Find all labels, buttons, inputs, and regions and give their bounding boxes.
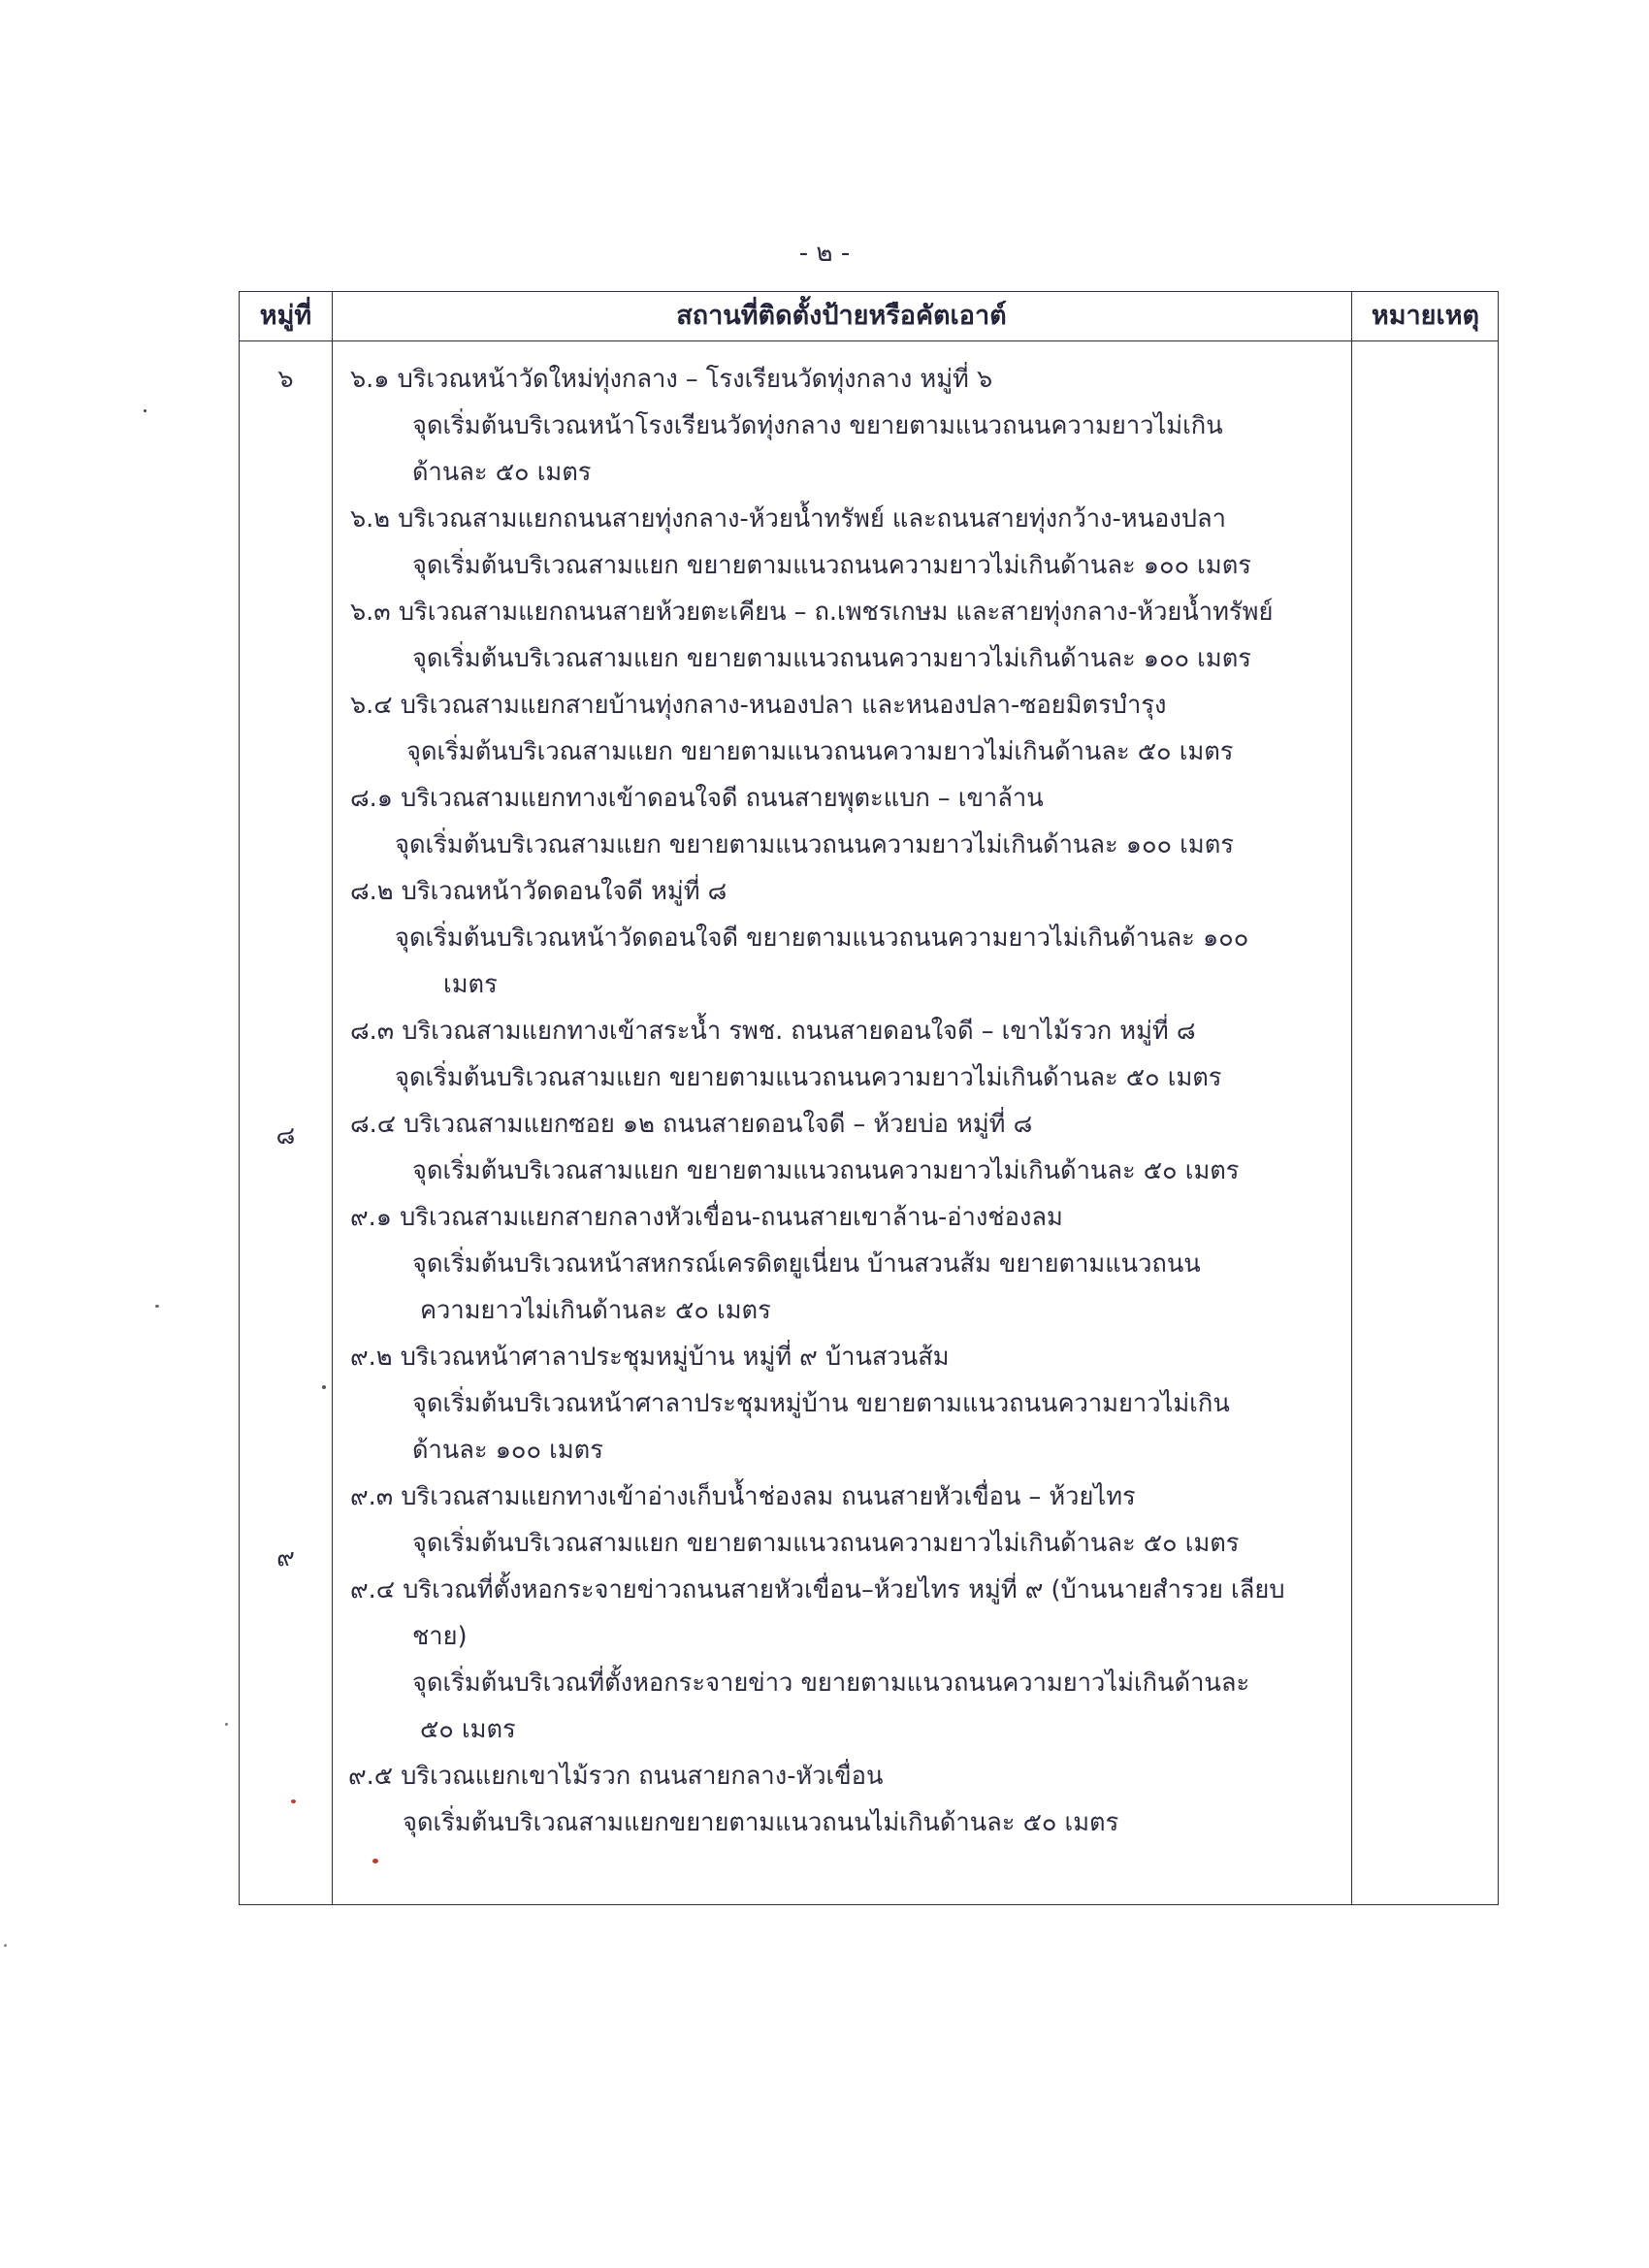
scan-speck [144, 409, 146, 412]
header-place: สถานที่ติดตั้งป้ายหรือคัตเอาต์ [676, 301, 1007, 331]
scan-speck [155, 1305, 159, 1308]
place-line-9-3: ๙.๓ บริเวณสามแยกทางเข้าอ่างเก็บน้ำช่องลม ถนนสายหัวเขื่อน – ห้วยไทร [350, 1482, 1136, 1511]
scan-speck [291, 1799, 296, 1803]
place-line-6-4-detail: จุดเริ่มต้นบริเวณสามแยก ขยายตามแนวถนนความยาวไม่เกินด้านละ ๕๐ เมตร [406, 737, 1234, 766]
place-line-9-5-detail: จุดเริ่มต้นบริเวณสามแยกขยายตามแนวถนนไม่เกินด้านละ ๕๐ เมตร [403, 1808, 1119, 1837]
place-line-9-2: ๙.๒ บริเวณหน้าศาลาประชุมหมู่บ้าน หมู่ที่ ๙ บ้านสวนส้ม [350, 1343, 950, 1372]
place-line-9-1-detail-cont: ความยาวไม่เกินด้านละ ๕๐ เมตร [420, 1296, 771, 1325]
place-line-9-1-detail: จุดเริ่มต้นบริเวณหน้าสหกรณ์เครดิตยูเนี่ยน บ้านสวนส้ม ขยายตามแนวถนน [412, 1249, 1201, 1279]
place-line-8-2: ๘.๒ บริเวณหน้าวัดดอนใจดี หมู่ที่ ๘ [350, 877, 728, 906]
scan-speck [225, 1723, 228, 1726]
place-line-8-3-detail: จุดเริ่มต้นบริเวณสามแยก ขยายตามแนวถนนความยาวไม่เกินด้านละ ๕๐ เมตร [395, 1063, 1222, 1092]
village-number-9: ๙ [276, 1543, 295, 1572]
place-line-9-1: ๙.๑ บริเวณสามแยกสายกลางหัวเขื่อน-ถนนสายเขาล้าน-อ่างช่องลม [350, 1203, 1063, 1232]
header-divider [240, 340, 1498, 341]
place-line-8-2-detail-cont: เมตร [443, 970, 498, 999]
header-remark: หมายเหตุ [1371, 301, 1480, 331]
scan-speck [4, 1944, 7, 1947]
column-divider-remark [1351, 292, 1352, 1904]
place-line-9-4-cont: ชาย) [412, 1622, 468, 1651]
place-line-6-2-detail: จุดเริ่มต้นบริเวณสามแยก ขยายตามแนวถนนความยาวไม่เกินด้านละ ๑๐๐ เมตร [412, 551, 1251, 580]
scan-speck [322, 1385, 326, 1389]
place-line-6-1-detail: จุดเริ่มต้นบริเวณหน้าโรงเรียนวัดทุ่งกลาง ขยายตามแนวถนนความยาวไม่เกิน [412, 411, 1223, 440]
place-line-6-1: ๖.๑ บริเวณหน้าวัดใหม่ทุ่งกลาง – โรงเรียนวัดทุ่งกลาง หมู่ที่ ๖ [350, 365, 993, 394]
column-divider-village [332, 292, 333, 1904]
header-village: หมู่ที่ [259, 301, 312, 331]
page-number: - ๒ - [798, 239, 851, 268]
place-line-9-2-detail: จุดเริ่มต้นบริเวณหน้าศาลาประชุมหมู่บ้าน ขยายตามแนวถนนความยาวไม่เกิน [412, 1389, 1230, 1418]
place-line-8-2-detail: จุดเริ่มต้นบริเวณหน้าวัดดอนใจดี ขยายตามแนวถนนความยาวไม่เกินด้านละ ๑๐๐ [395, 923, 1249, 953]
village-number-8: ๘ [275, 1121, 296, 1150]
location-table [239, 291, 1499, 1905]
place-line-6-4: ๖.๔ บริเวณสามแยกสายบ้านทุ่งกลาง-หนองปลา และหนองปลา-ซอยมิตรบำรุง [350, 691, 1167, 720]
scan-speck [372, 1859, 378, 1863]
place-line-6-1-detail-cont: ด้านละ ๕๐ เมตร [412, 458, 592, 487]
place-line-8-4-detail: จุดเริ่มต้นบริเวณสามแยก ขยายตามแนวถนนความยาวไม่เกินด้านละ ๕๐ เมตร [412, 1156, 1240, 1185]
place-line-6-2: ๖.๒ บริเวณสามแยกถนนสายทุ่งกลาง-ห้วยน้ำทรัพย์ และถนนสายทุ่งกว้าง-หนองปลา [350, 504, 1226, 534]
place-line-8-1: ๘.๑ บริเวณสามแยกทางเข้าดอนใจดี ถนนสายพุตะแบก – เขาล้าน [350, 784, 1044, 813]
place-line-9-4-detail-cont: ๕๐ เมตร [420, 1715, 516, 1744]
place-line-6-3-detail: จุดเริ่มต้นบริเวณสามแยก ขยายตามแนวถนนความยาวไม่เกินด้านละ ๑๐๐ เมตร [412, 644, 1251, 673]
place-line-8-4: ๘.๔ บริเวณสามแยกซอย ๑๒ ถนนสายดอนใจดี – ห้วยบ่อ หมู่ที่ ๘ [350, 1110, 1033, 1139]
place-line-9-5: ๙.๕ บริเวณแยกเขาไม้รวก ถนนสายกลาง-หัวเขื่อน [348, 1762, 884, 1791]
place-line-9-4-detail: จุดเริ่มต้นบริเวณที่ตั้งหอกระจายข่าว ขยายตามแนวถนนความยาวไม่เกินด้านละ [412, 1669, 1250, 1698]
village-number-6: ๖ [277, 365, 294, 394]
place-line-9-3-detail: จุดเริ่มต้นบริเวณสามแยก ขยายตามแนวถนนความยาวไม่เกินด้านละ ๕๐ เมตร [412, 1529, 1240, 1558]
place-line-8-3: ๘.๓ บริเวณสามแยกทางเข้าสระน้ำ รพช. ถนนสายดอนใจดี – เขาไม้รวก หมู่ที่ ๘ [350, 1017, 1196, 1046]
place-line-9-4: ๙.๔ บริเวณที่ตั้งหอกระจายข่าวถนนสายหัวเขื่อน–ห้วยไทร หมู่ที่ ๙ (บ้านนายสำรวย เลียบ [350, 1575, 1285, 1604]
place-line-6-3: ๖.๓ บริเวณสามแยกถนนสายห้วยตะเคียน – ถ.เพชรเกษม และสายทุ่งกลาง-ห้วยน้ำทรัพย์ [350, 598, 1274, 627]
place-line-8-1-detail: จุดเริ่มต้นบริเวณสามแยก ขยายตามแนวถนนความยาวไม่เกินด้านละ ๑๐๐ เมตร [395, 830, 1234, 859]
place-line-9-2-detail-cont: ด้านละ ๑๐๐ เมตร [412, 1436, 603, 1465]
